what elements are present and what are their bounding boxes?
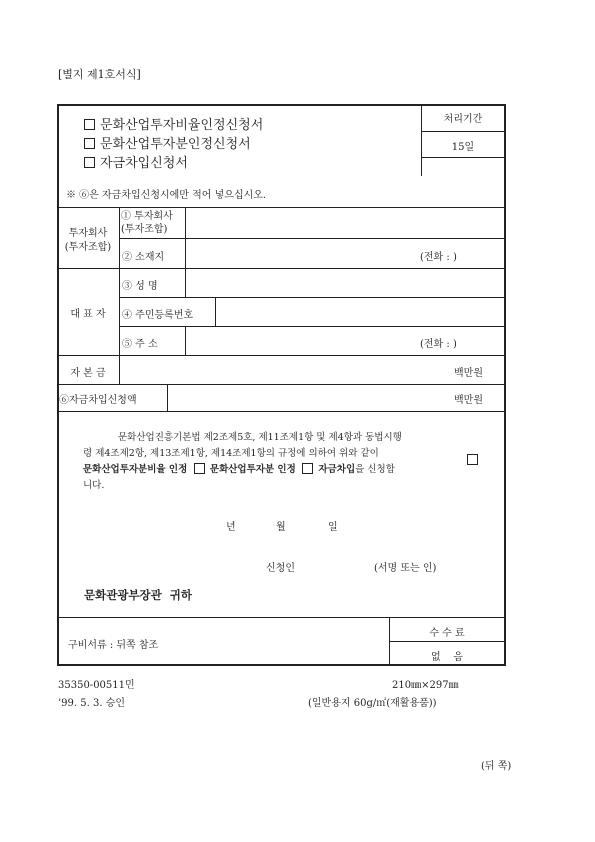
rep-id-field[interactable]	[217, 299, 503, 325]
date-year: 년	[226, 522, 236, 533]
approval-date: ’99. 5. 3. 승인	[58, 698, 126, 709]
company-address-label: ② 소재지	[122, 252, 165, 263]
title-2: 문화산업투자분인정신청서	[84, 135, 263, 154]
capital-label: 자 본 금	[70, 368, 106, 379]
form-number: 35350-00511민	[58, 680, 135, 691]
title-3: 자금차입신청서	[84, 154, 263, 173]
date-month: 월	[276, 522, 286, 533]
applicant-sign: (서명 또는 인)	[374, 563, 437, 574]
representative-group-label: 대 표 자	[70, 309, 106, 320]
company-name-field[interactable]	[187, 209, 503, 237]
capital-unit: 백만원	[454, 368, 483, 379]
checkbox-icon[interactable]	[302, 463, 313, 474]
rep-phone: (전화 : )	[420, 339, 457, 350]
attachments: 구비서류 : 뒤쪽 참조	[68, 640, 159, 651]
form-titles	[84, 116, 263, 173]
rep-name-label: ③ 성 명	[122, 281, 158, 292]
rep-id-label: ④ 주민등록번호	[122, 310, 194, 321]
loan-unit: 백만원	[454, 395, 483, 406]
date-day: 일	[328, 522, 338, 533]
capital-field[interactable]	[121, 357, 441, 383]
form-code: [별지 제1호서식]	[58, 68, 141, 81]
back-side-label: (뒤 쪽)	[481, 761, 512, 772]
checkbox-icon[interactable]	[84, 138, 95, 149]
loan-field[interactable]	[169, 386, 439, 410]
note-text: ※ ⑥은 자금차입신청시에만 적어 넣으십시오.	[66, 190, 267, 201]
processing-period-value: 15일	[451, 142, 475, 153]
company-name-label: ① 투자회사 (투자조합)	[121, 211, 173, 235]
recipient: 문화관광부장관 귀하	[84, 588, 192, 602]
paper-size: 210㎜×297㎜	[392, 680, 459, 691]
company-address-field[interactable]	[187, 240, 417, 267]
applicant-label: 신청인	[266, 563, 295, 574]
paper-type: (일반용지 60g/㎡(재활용품))	[308, 698, 437, 709]
loan-label: ⑥자금차입신청액	[59, 395, 137, 406]
rep-address-label: ⑤ 주 소	[122, 339, 158, 350]
checkbox-icon[interactable]	[84, 157, 95, 168]
fee-label: 수 수 료	[429, 628, 465, 639]
rep-address-field[interactable]	[187, 328, 417, 354]
processing-period-label: 처리기간	[443, 114, 483, 125]
checkbox-icon[interactable]	[84, 119, 95, 130]
title-1: 문화산업투자비율인정신청서	[84, 116, 263, 135]
rep-name-field[interactable]	[187, 270, 503, 296]
fee-value: 없 음	[430, 652, 464, 663]
company-group-label: 투자회사 (투자조합)	[64, 228, 112, 253]
statement-text: 문화산업진흥기본법 제2조제5호, 제11조제1항 및 제4항과 동법시행 령 제4조제2항, 제13조제1항, 제14조제1항의 규정에 의하여 위와 같이 문화산업투자분비율 인정 문화산업투자분 인정 자금차입을 신청합 니다.	[83, 432, 402, 491]
company-phone: (전화 : )	[420, 252, 457, 263]
checkbox-icon[interactable]	[467, 454, 478, 465]
checkbox-icon[interactable]	[194, 463, 205, 474]
